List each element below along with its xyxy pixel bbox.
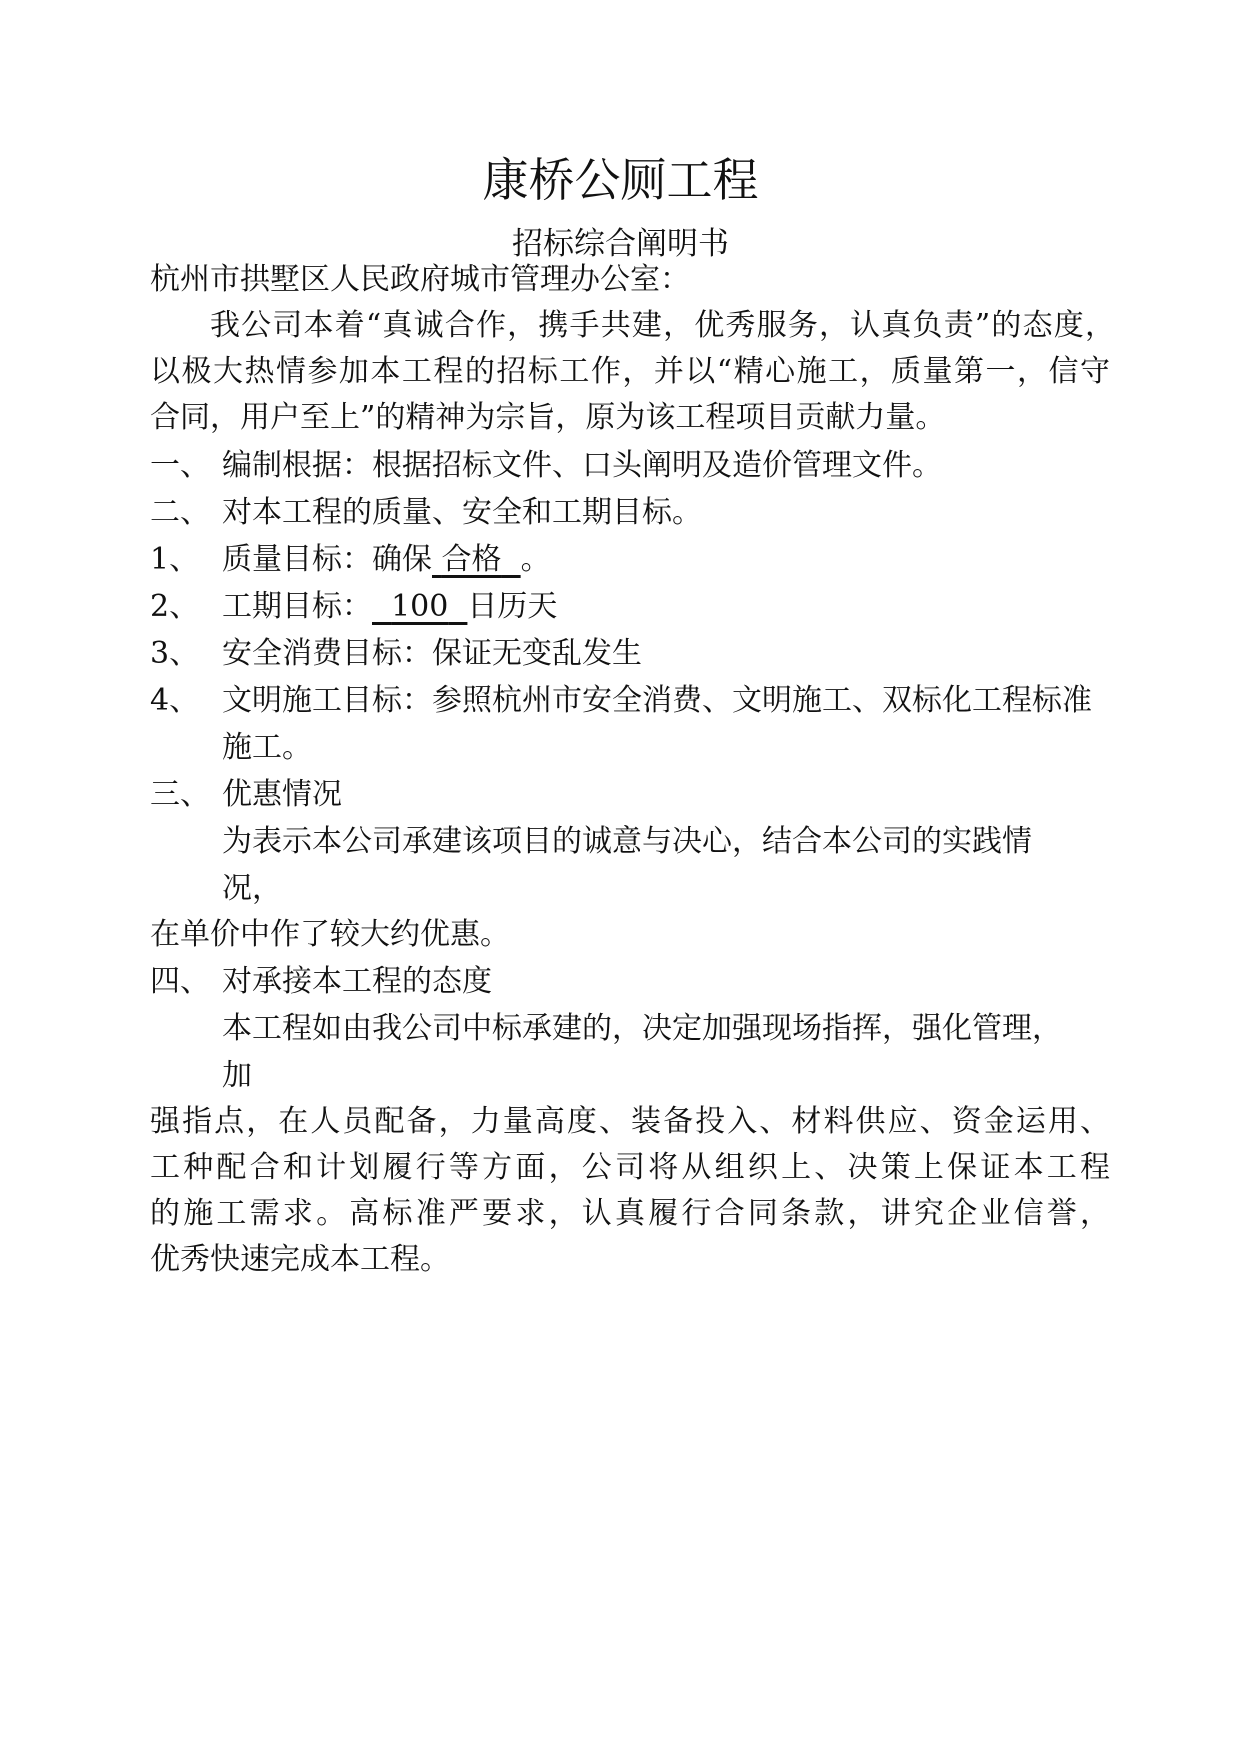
schedule-target: [222, 585, 557, 629]
intro-line: 以极大热情参加本工程的招标工作，并以“精心施工，质量第一，信守: [150, 354, 1110, 389]
attitude-paragraph-line: 的施工需求。高标准严要求，认真履行合同条款，讲究企业信誉，: [150, 1196, 1110, 1231]
intro-line: 合同，用户至上”的精神为宗旨，原为该工程项目贡献力量。: [150, 400, 946, 435]
item-number: 3、: [150, 636, 200, 671]
section-number: 二、: [150, 495, 210, 530]
intro-line: 我公司本着“真诚合作，携手共建，优秀服务，认真负责”的态度，: [210, 308, 1115, 343]
attitude-paragraph-line: 本工程如由我公司中标承建的，决定加强现场指挥，强化管理，: [222, 1011, 1062, 1046]
schedule-target-value: 100: [391, 589, 449, 624]
section-text: 对承接本工程的态度: [222, 964, 492, 999]
discount-paragraph-line: 为表示本公司承建该项目的诚意与决心，结合本公司的实践情: [222, 824, 1032, 859]
attitude-paragraph-line: 加: [222, 1058, 252, 1093]
attitude-paragraph-line: 优秀快速完成本工程。: [150, 1242, 450, 1277]
quality-target-label: 质量目标：确保: [222, 542, 432, 577]
safety-target: 安全消费目标：保证无变乱发生: [222, 636, 642, 671]
civilized-construction-target-cont: 施工。: [222, 730, 312, 765]
item-number: 1、: [150, 542, 200, 577]
section-text: 优惠情况: [222, 777, 342, 812]
document-title: 康桥公厕工程: [482, 153, 759, 207]
discount-paragraph-line: 况，: [222, 871, 282, 906]
attitude-paragraph-line: 工种配合和计划履行等方面，公司将从组织上、决策上保证本工程: [150, 1150, 1110, 1185]
section-number: 四、: [150, 964, 210, 999]
addressee: 杭州市拱墅区人民政府城市管理办公室：: [150, 262, 690, 297]
quality-target-value: 合格: [441, 542, 502, 577]
item-number: 4、: [150, 683, 200, 718]
document-subtitle: 招标综合阐明书: [512, 226, 729, 262]
section-text: 对本工程的质量、安全和工期目标。: [222, 495, 702, 530]
section-number: 一、: [150, 448, 210, 483]
section-number: 三、: [150, 777, 210, 812]
quality-target-suffix: 。: [520, 542, 551, 577]
discount-paragraph-line: 在单价中作了较大约优惠。: [150, 917, 510, 952]
section-text: 编制根据：根据招标文件、口头阐明及造价管理文件。: [222, 448, 942, 483]
civilized-construction-target: 文明施工目标：参照杭州市安全消费、文明施工、双标化工程标准: [222, 683, 1092, 718]
quality-target: [222, 538, 551, 582]
item-number: 2、: [150, 589, 200, 624]
schedule-target-label: 工期目标：: [222, 589, 372, 624]
schedule-target-suffix: 日历天: [467, 589, 558, 624]
attitude-paragraph-line: 强指点，在人员配备，力量高度、装备投入、材料供应、资金运用、: [150, 1104, 1110, 1139]
